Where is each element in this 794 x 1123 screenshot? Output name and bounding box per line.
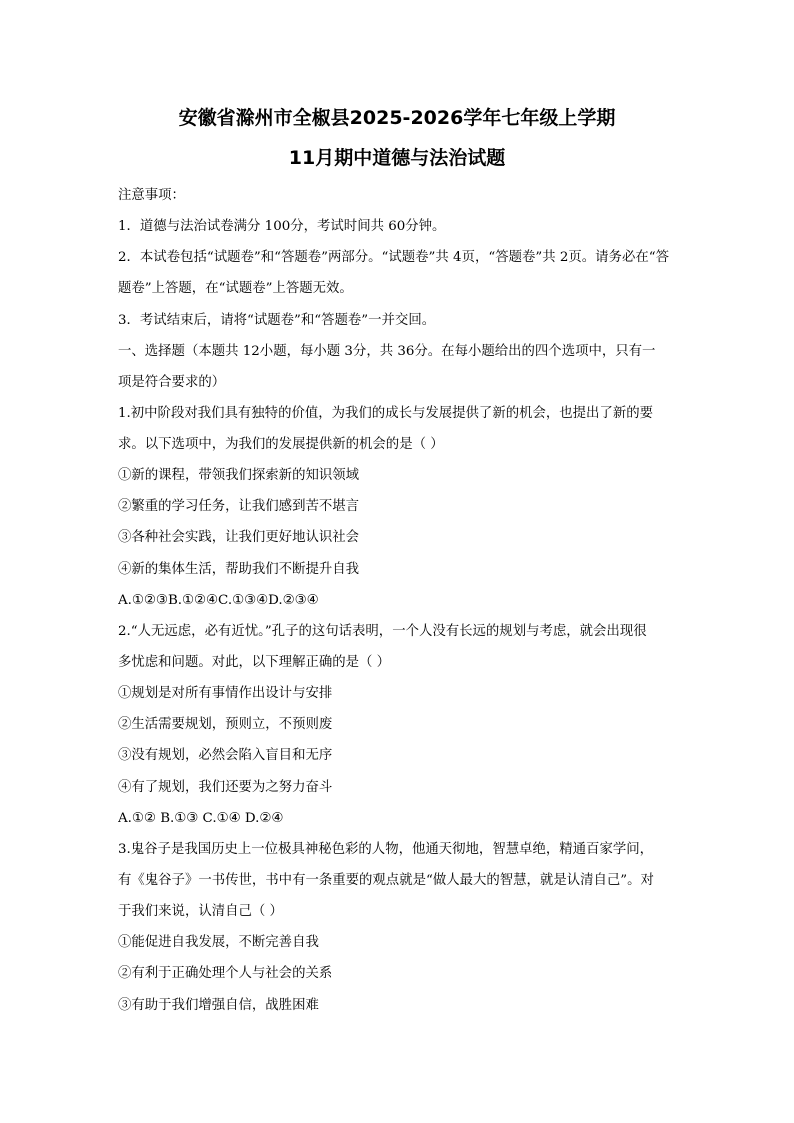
q1-option-1: ①新的课程，带领我们探索新的知识领域 [118, 468, 360, 483]
q2-option-4: ④有了规划，我们还要为之努力奋斗 [118, 780, 333, 795]
q1-stem-line1: 1.初中阶段对我们具有独特的价值，为我们的成长与发展提供了新的机会，也提出了新的要 [118, 406, 654, 421]
note-item-2-line1: 2．本试卷包括“试题卷”和“答题卷”两部分。“试题卷”共 4页，“答题卷”共 2页。请务必在“答 [118, 250, 669, 265]
q1-choices: A.①②③B.①②④C.①③④D.②③④ [118, 593, 319, 608]
exam-title-line1: 安徽省滁州市全椒县2025-2026学年七年级上学期 [178, 107, 616, 129]
q2-option-3: ③没有规划，必然会陷入盲目和无序 [118, 748, 333, 763]
note-item-1: 1．道德与法治试卷满分 100分，考试时间共 60分钟。 [118, 219, 446, 234]
q1-option-4: ④新的集体生活，帮助我们不断提升自我 [118, 562, 360, 577]
q3-option-2: ②有利于正确处理个人与社会的关系 [118, 966, 333, 981]
q3-stem-line2: 有《鬼谷子》一书传世，书中有一条重要的观点就是“做人最大的智慧，就是认清自己”。对 [118, 873, 654, 888]
q2-option-1: ①规划是对所有事情作出设计与安排 [118, 686, 333, 701]
q2-stem-line1: 2.“人无远虑，必有近忧。”孔子的这句话表明，一个人没有长远的规划与考虑，就会出现很 [118, 624, 647, 639]
q1-option-2: ②繁重的学习任务，让我们感到苦不堪言 [118, 499, 360, 514]
section-heading-line1: 一、选择题（本题共 12小题，每小题 3分，共 36分。在每小题给出的四个选项中，只有一 [118, 344, 656, 359]
note-item-3: 3．考试结束后，请将“试题卷”和“答题卷”一并交回。 [118, 313, 436, 328]
q2-stem-line2: 多忧虑和问题。对此，以下理解正确的是（ ） [118, 655, 391, 670]
q1-stem-line2: 求。以下选项中，为我们的发展提供新的机会的是（ ） [118, 437, 444, 452]
q3-option-1: ①能促进自我发展，不断完善自我 [118, 935, 319, 950]
q3-option-3: ③有助于我们增强自信，战胜困难 [118, 998, 319, 1013]
q1-option-3: ③各种社会实践，让我们更好地认识社会 [118, 530, 360, 545]
q2-option-2: ②生活需要规划，预则立，不预则废 [118, 717, 333, 732]
notes-heading: 注意事项： [118, 188, 185, 203]
q3-stem-line3: 于我们来说，认清自己（ ） [118, 904, 283, 919]
q3-stem-line1: 3.鬼谷子是我国历史上一位极具神秘色彩的人物，他通天彻地，智慧卓绝，精通百家学问， [118, 842, 654, 857]
section-heading-line2: 项是符合要求的） [118, 375, 226, 390]
exam-title-line2: 11月期中道德与法治试题 [288, 147, 506, 169]
q2-choices: A.①② B.①③ C.①④ D.②④ [118, 811, 284, 826]
note-item-2-line2: 题卷”上答题，在“试题卷”上答题无效。 [118, 281, 353, 296]
